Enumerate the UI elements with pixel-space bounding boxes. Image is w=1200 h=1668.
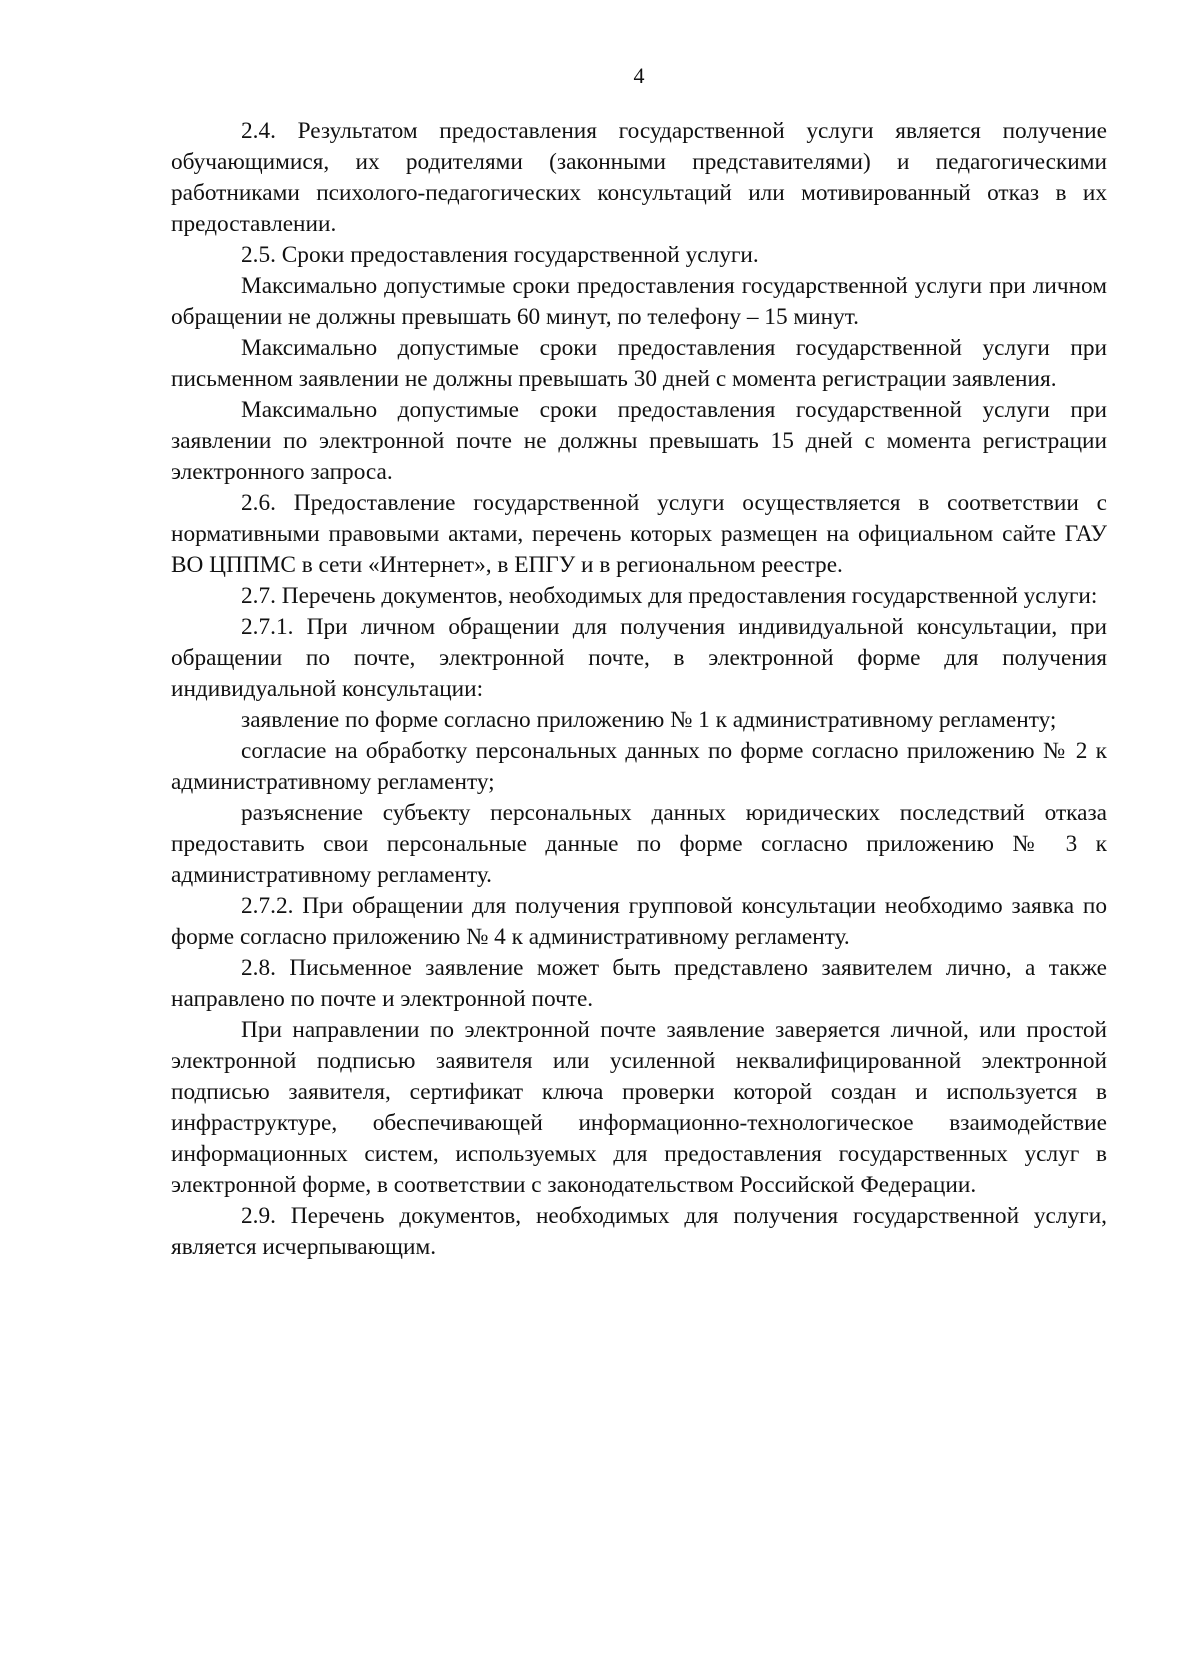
- list-item-consent: согласие на обработку персональных данных по форме согласно приложению № 2 к административному регламенту;: [171, 738, 1107, 795]
- paragraph-term-personal: Максимально допустимые сроки предоставления государственной услуги при личном обращении не должны превышать 60 минут, по телефону – 15 минут.: [171, 273, 1107, 330]
- document-body: [171, 116, 1107, 1263]
- paragraph-2-9: 2.9. Перечень документов, необходимых для получения государственной услуги, является исчерпывающим.: [171, 1203, 1107, 1260]
- paragraph-2-7-1: 2.7.1. При личном обращении для получения индивидуальной консультации, при обращении по почте, электронной почте, в электронной форме для получения индивидуальной консультации:: [171, 614, 1107, 702]
- paragraph-term-written: Максимально допустимые сроки предоставления государственной услуги при письменном заявлении не должны превышать 30 дней с момента регистрации заявления.: [171, 335, 1107, 392]
- paragraph-2-7-2: 2.7.2. При обращении для получения групповой консультации необходимо заявка по форме согласно приложению № 4 к административному регламенту.: [171, 893, 1107, 950]
- page-number: 4: [633, 63, 645, 88]
- paragraph-2-7: 2.7. Перечень документов, необходимых для предоставления государственной услуги:: [241, 583, 1098, 609]
- list-item-explanation: разъяснение субъекту персональных данных юридических последствий отказа предоставить свои персональные данные по форме согласно приложению № 3 к административному регламенту.: [171, 800, 1107, 888]
- paragraph-2-5: 2.5. Сроки предоставления государственной услуги.: [241, 242, 759, 268]
- paragraph-email-signature: При направлении по электронной почте заявление заверяется личной, или простой электронной подписью заявителя или усиленной неквалифицированной электронной подписью заявителя, сертификат ключа проверки которой создан и используется в инфраструктуре, обеспечивающей информационно-технологическое взаимодействие информационных систем, используемых для предоставления государственных услуг в электронной форме, в соответствии с законодательством Российской Федерации.: [171, 1017, 1107, 1198]
- paragraph-term-email: Максимально допустимые сроки предоставления государственной услуги при заявлении по электронной почте не должны превышать 15 дней с момента регистрации электронного запроса.: [171, 397, 1107, 485]
- list-item-application: заявление по форме согласно приложению № 1 к административному регламенту;: [241, 707, 1057, 733]
- paragraph-2-8: 2.8. Письменное заявление может быть представлено заявителем лично, а также направлено по почте и электронной почте.: [171, 955, 1107, 1012]
- paragraph-2-6: 2.6. Предоставление государственной услуги осуществляется в соответствии с нормативными правовыми актами, перечень которых размещен на официальном сайте ГАУ ВО ЦППМС в сети «Интернет», в ЕПГУ и в региональном реестре.: [171, 490, 1107, 578]
- paragraph-2-4: 2.4. Результатом предоставления государственной услуги является получение обучающимися, их родителями (законными представителями) и педагогическими работниками психолого-педагогических консультаций или мотивированный отказ в их предоставлении.: [171, 118, 1107, 237]
